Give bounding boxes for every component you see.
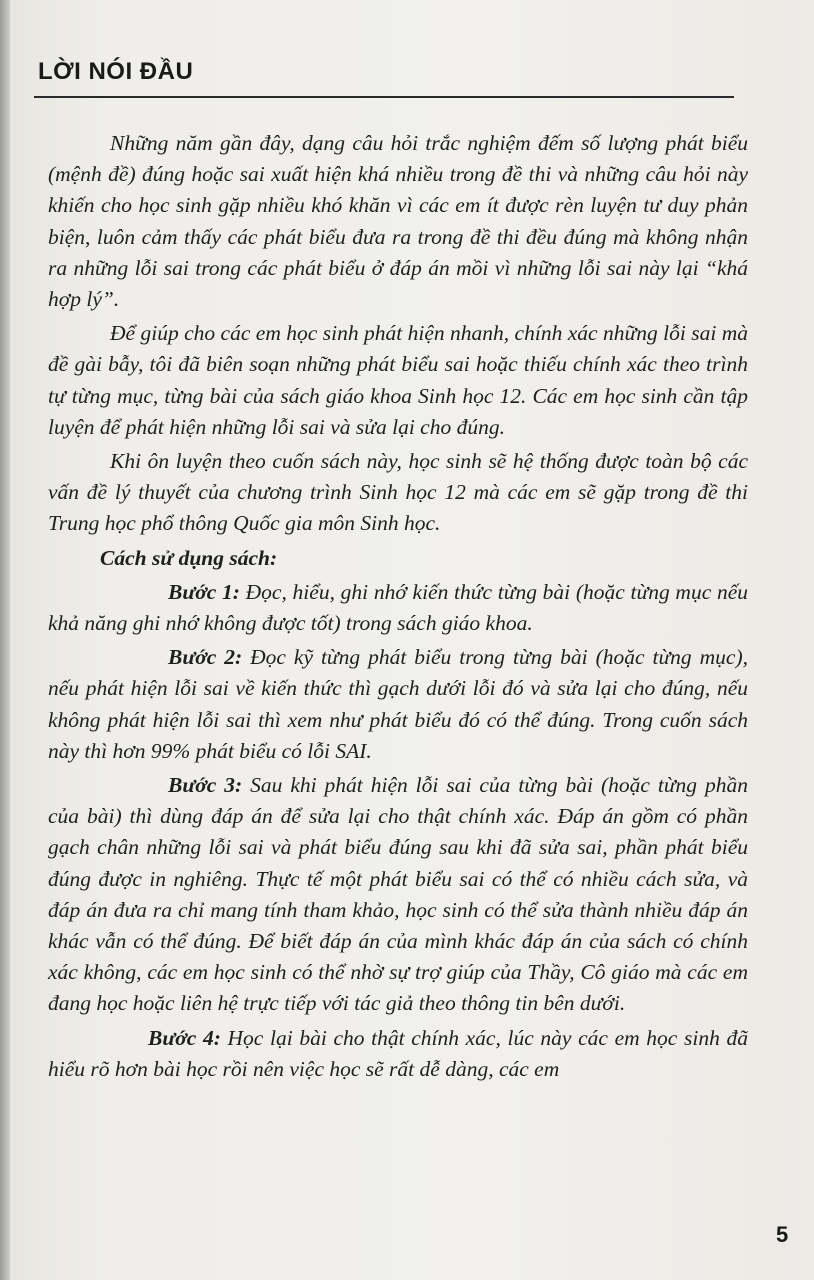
- step-4-text: Học lại bài cho thật chính xác, lúc này các em học sinh đã hiểu rõ hơn bài học rồi nên việc học sẽ rất dễ dàng, các em: [48, 1025, 748, 1081]
- step-4-label: Bước 4:: [148, 1025, 221, 1050]
- step-1: [48, 577, 748, 639]
- intro-paragraph-1: Những năm gần đây, dạng câu hỏi trắc nghiệm đếm số lượng phát biểu (mệnh đề) đúng hoặc sai xuất hiện khá nhiều trong đề thi và những câu hỏi này khiến cho học sinh gặp nhiều khó khăn vì các em ít được rèn luyện tư duy phản biện, luôn cảm thấy các phát biểu đưa ra trong đề thi đều đúng mà không nhận ra những lỗi sai trong các phát biểu ở đáp án mồi vì những lỗi sai này lại “khá hợp lý”.: [48, 131, 748, 312]
- step-2-label: Bước 2:: [168, 645, 243, 670]
- page-number: 5: [776, 1222, 789, 1247]
- step-1-label: Bước 1:: [168, 579, 240, 604]
- intro-paragraph-2: Để giúp cho các em học sinh phát hiện nhanh, chính xác những lỗi sai mà đề gài bẫy, tôi đã biên soạn những phát biểu sai hoặc thiếu chính xác theo trình tự từng mục, từng bài của sách giáo khoa Sinh học 12. Các em học sinh cần tập luyện để phát hiện những lỗi sai và sửa lại cho đúng.: [48, 321, 748, 439]
- page-body: [48, 128, 748, 1088]
- usage-heading: Cách sử dụng sách:: [100, 545, 278, 570]
- step-4: [48, 1023, 748, 1085]
- step-2-text: Đọc kỹ từng phát biểu trong từng bài (hoặc từng mục), nếu phát hiện lỗi sai về kiến thức thì gạch dưới lỗi đó và sửa lại cho đúng, nếu không phát hiện lỗi sai thì xem như phát biểu đó có thể đúng. Trong cuốn sách này thì hơn 99% phát biểu có lỗi SAI.: [48, 645, 748, 763]
- step-3-text: Sau khi phát hiện lỗi sai của từng bài (hoặc từng phần của bài) thì dùng đáp án để sửa lại cho thật chính xác. Đáp án gồm có phần gạch chân những lỗi sai và phát biểu đúng sau khi đã sửa sai, phần phát biểu đúng được in nghiêng. Thực tế một phát biểu sai có thể có nhiều cách sửa, và đáp án đưa ra chỉ mang tính tham khảo, học sinh có thể sửa thành nhiều đáp án khác vẫn có thể đúng. Để biết đáp án của mình khác đáp án của sách có chính xác không, các em học sinh có thể nhờ sự trợ giúp của Thầy, Cô giáo mà các em đang học hoặc liên hệ trực tiếp với tác giả theo thông tin bên dưới.: [48, 773, 748, 1016]
- step-3-label: Bước 3:: [168, 773, 243, 798]
- step-2: [48, 642, 748, 767]
- intro-paragraph-3: Khi ôn luyện theo cuốn sách này, học sinh sẽ hệ thống được toàn bộ các vấn đề lý thuyết của chương trình Sinh học 12 mà các em sẽ gặp trong đề thi Trung học phổ thông Quốc gia môn Sinh học.: [48, 449, 748, 536]
- step-3: [48, 770, 748, 1020]
- page-title: LỜI NÓI ĐẦU: [38, 58, 194, 85]
- step-1-text: Đọc, hiểu, ghi nhớ kiến thức từng bài (hoặc từng mục nếu khả năng ghi nhớ không được tốt) trong sách giáo khoa.: [48, 579, 748, 636]
- book-page: [10, 0, 814, 1280]
- title-underline: [34, 96, 734, 98]
- book-spine-shadow: [0, 0, 10, 1280]
